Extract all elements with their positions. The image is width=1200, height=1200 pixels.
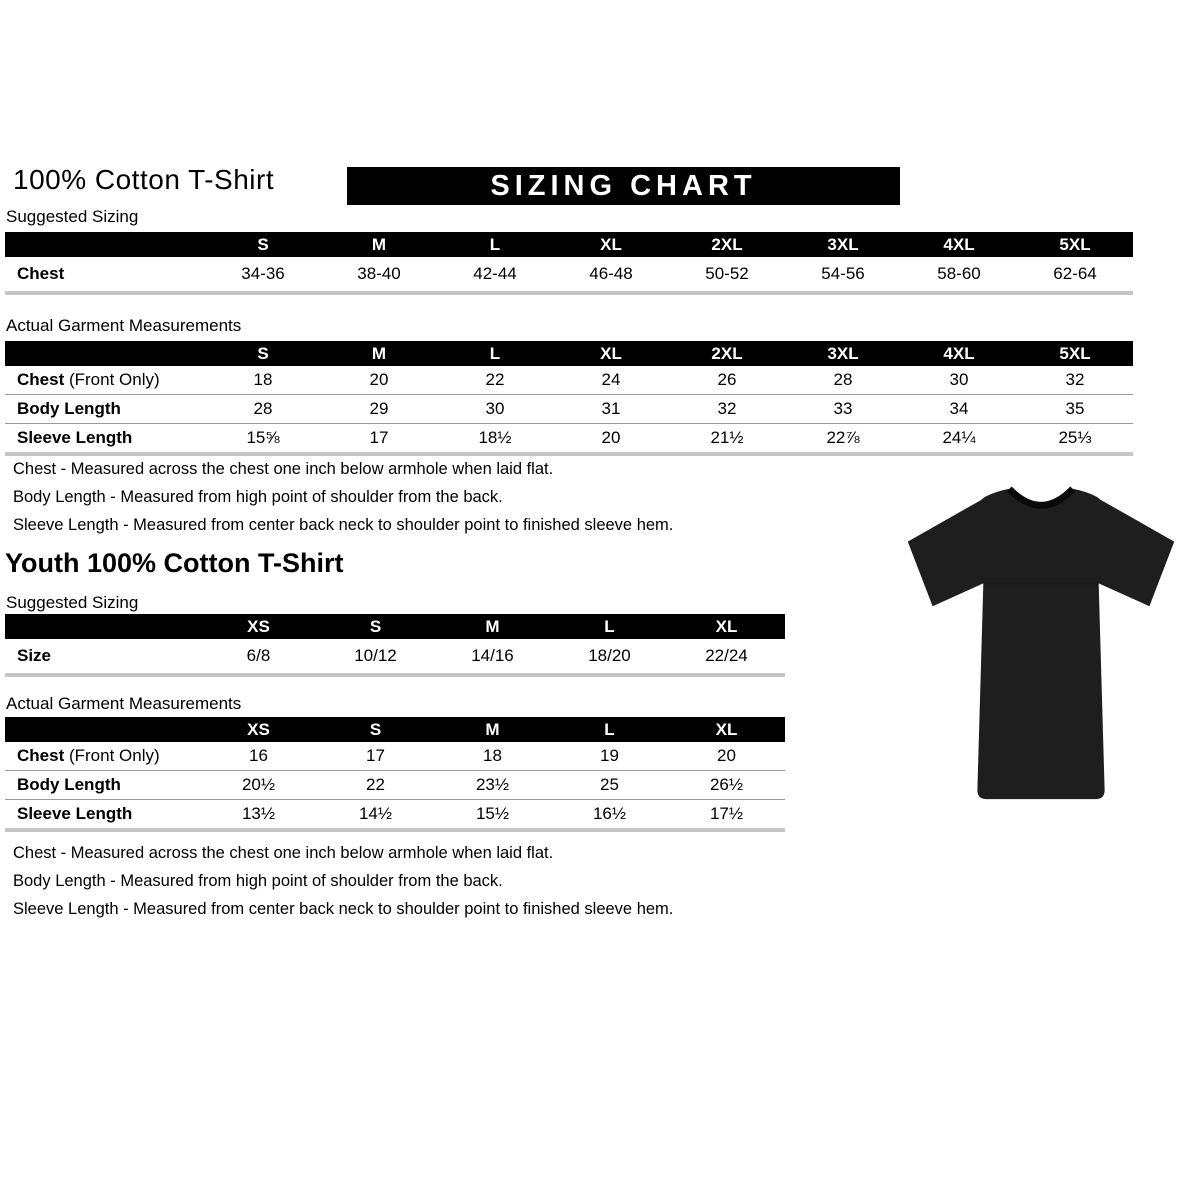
row-label-text: Chest — [17, 746, 65, 765]
measurement-cell: 58-60 — [937, 264, 981, 283]
size-header-cell: 3XL — [827, 343, 859, 363]
measurement-cell: 18 — [253, 370, 273, 389]
measurement-cell: 6/8 — [246, 646, 271, 665]
measurement-cell: 15⅝ — [246, 428, 280, 447]
row-label-text: Body Length — [17, 399, 121, 418]
table-body — [5, 366, 1133, 456]
table-body — [5, 742, 785, 832]
note-sleeve-length: Sleeve Length - Measured from center back neck to shoulder point to finished sleeve hem. — [13, 900, 674, 918]
row-label-text: Chest — [17, 264, 65, 283]
measurement-cell: 34 — [949, 399, 969, 418]
tshirt-image — [890, 470, 1192, 818]
note-sleeve-length: Sleeve Length - Measured from center back neck to shoulder point to finished sleeve hem. — [13, 516, 674, 534]
size-header-cell: L — [489, 343, 501, 363]
size-header-cell: S — [257, 343, 269, 363]
size-header-cell: 3XL — [827, 234, 859, 254]
row-label — [5, 264, 205, 284]
measurement-cell: 23½ — [475, 775, 510, 794]
measurement-cell: 42-44 — [473, 264, 517, 283]
adult-suggested-sizing-table — [5, 232, 1133, 295]
row-label — [5, 775, 200, 795]
size-header-cell: S — [369, 616, 382, 636]
youth-measurement-notes — [13, 844, 673, 928]
youth-actual-measurements-table — [5, 717, 785, 832]
youth-actual-measurements-label: Actual Garment Measurements — [6, 694, 242, 713]
measurement-cell: 13½ — [241, 804, 276, 823]
measurement-cell: 33 — [833, 399, 853, 418]
measurement-row — [5, 366, 1133, 395]
measurement-cell: 19 — [600, 746, 619, 765]
note-chest: Chest - Measured across the chest one inch below armhole when laid flat. — [13, 844, 554, 862]
row-label — [5, 370, 205, 390]
measurement-cell: 18/20 — [588, 646, 631, 665]
measurement-cell: 62-64 — [1053, 264, 1097, 283]
row-label-text: Sleeve Length — [17, 804, 133, 823]
measurement-row — [5, 742, 785, 771]
measurement-cell: 50-52 — [705, 264, 749, 283]
measurement-cell: 30 — [485, 399, 505, 418]
measurement-cell: 25⅓ — [1058, 428, 1092, 447]
size-header-cell: XL — [600, 234, 622, 254]
measurement-cell: 22⅞ — [826, 428, 860, 447]
measurement-cell: 18½ — [478, 428, 512, 447]
measurement-cell: 14/16 — [471, 646, 514, 665]
measurement-cell: 10/12 — [354, 646, 397, 665]
sizing-chart-banner — [347, 167, 900, 205]
measurement-cell: 20 — [369, 370, 389, 389]
table-body — [5, 639, 785, 677]
measurement-cell: 32 — [1065, 370, 1085, 389]
measurement-cell: 30 — [949, 370, 969, 389]
measurement-cell: 16½ — [592, 804, 627, 823]
size-header-cell: 4XL — [943, 234, 975, 254]
size-header-cell: XL — [715, 719, 738, 739]
measurement-cell: 17 — [369, 428, 389, 447]
row-label — [5, 428, 205, 448]
measurement-cell: 26½ — [709, 775, 744, 794]
row-label — [5, 746, 200, 766]
measurement-cell: 32 — [717, 399, 737, 418]
measurement-cell: 46-48 — [589, 264, 633, 283]
measurement-cell: 24¼ — [942, 428, 976, 447]
row-label-text: Chest — [17, 370, 65, 389]
note-body-length: Body Length - Measured from high point of shoulder from the back. — [13, 488, 503, 506]
adult-actual-measurements-table — [5, 341, 1133, 456]
measurement-cell: 15½ — [475, 804, 510, 823]
note-body-length: Body Length - Measured from high point of shoulder from the back. — [13, 872, 503, 890]
adult-actual-measurements-label: Actual Garment Measurements — [6, 316, 242, 335]
measurement-cell: 28 — [253, 399, 273, 418]
black-tshirt-icon — [890, 470, 1192, 818]
measurement-row — [5, 257, 1133, 295]
measurement-cell: 24 — [601, 370, 621, 389]
size-header-cell: M — [485, 616, 500, 636]
size-header-cell: S — [257, 234, 269, 254]
measurement-cell: 22 — [485, 370, 505, 389]
row-label-text: Size — [17, 646, 52, 665]
measurement-cell: 38-40 — [357, 264, 401, 283]
table-header-row — [5, 614, 785, 639]
size-header-cell: L — [604, 616, 615, 636]
row-label-text: Sleeve Length — [17, 428, 133, 447]
measurement-cell: 25 — [600, 775, 619, 794]
measurement-cell: 20½ — [241, 775, 276, 794]
measurement-cell: 28 — [833, 370, 853, 389]
table-body — [5, 257, 1133, 295]
size-header-cell: L — [489, 234, 501, 254]
size-header-cell: M — [485, 719, 500, 739]
measurement-row — [5, 639, 785, 677]
measurement-cell: 17 — [366, 746, 385, 765]
measurement-cell: 22 — [366, 775, 385, 794]
size-header-cell: 5XL — [1059, 234, 1091, 254]
row-label — [5, 646, 200, 666]
youth-suggested-sizing-table — [5, 614, 785, 677]
size-header-cell: M — [371, 234, 387, 254]
row-label-suffix: (Front Only) — [64, 746, 160, 765]
measurement-row — [5, 771, 785, 800]
measurement-cell: 18 — [483, 746, 502, 765]
row-label-text: Body Length — [17, 775, 121, 794]
measurement-cell: 26 — [717, 370, 737, 389]
size-header-cell: XL — [715, 616, 738, 636]
measurement-cell: 54-56 — [821, 264, 865, 283]
sizing-chart-banner-label: SIZING CHART — [490, 169, 757, 202]
note-chest: Chest - Measured across the chest one inch below armhole when laid flat. — [13, 460, 554, 478]
measurement-cell: 16 — [249, 746, 268, 765]
table-header-row — [5, 232, 1133, 257]
row-label — [5, 804, 200, 824]
table-header-row — [5, 341, 1133, 366]
size-header-cell: XS — [247, 719, 270, 739]
size-header-cell: 2XL — [711, 234, 743, 254]
size-header-cell: M — [371, 343, 387, 363]
size-header-cell: S — [369, 719, 382, 739]
size-header-cell: 5XL — [1059, 343, 1091, 363]
table-header-row — [5, 717, 785, 742]
measurement-cell: 35 — [1065, 399, 1085, 418]
youth-suggested-sizing-label: Suggested Sizing — [6, 593, 139, 612]
measurement-cell: 22/24 — [705, 646, 748, 665]
measurement-row — [5, 800, 785, 832]
adult-suggested-sizing-label: Suggested Sizing — [6, 207, 139, 226]
adult-measurement-notes — [13, 460, 673, 544]
size-header-cell: 2XL — [711, 343, 743, 363]
measurement-cell: 20 — [717, 746, 736, 765]
measurement-cell: 20 — [601, 428, 621, 447]
measurement-cell: 17½ — [709, 804, 744, 823]
measurement-cell: 14½ — [358, 804, 393, 823]
measurement-row — [5, 424, 1133, 456]
measurement-cell: 31 — [601, 399, 621, 418]
size-header-cell: L — [604, 719, 615, 739]
size-header-cell: XL — [600, 343, 622, 363]
youth-section-title: Youth 100% Cotton T-Shirt — [5, 548, 344, 578]
size-header-cell: 4XL — [943, 343, 975, 363]
row-label-suffix: (Front Only) — [64, 370, 160, 389]
measurement-cell: 21½ — [710, 428, 744, 447]
measurement-row — [5, 395, 1133, 424]
page-title: 100% Cotton T-Shirt — [13, 164, 275, 195]
row-label — [5, 399, 205, 419]
size-header-cell: XS — [247, 616, 270, 636]
measurement-cell: 34-36 — [241, 264, 285, 283]
measurement-cell: 29 — [369, 399, 389, 418]
